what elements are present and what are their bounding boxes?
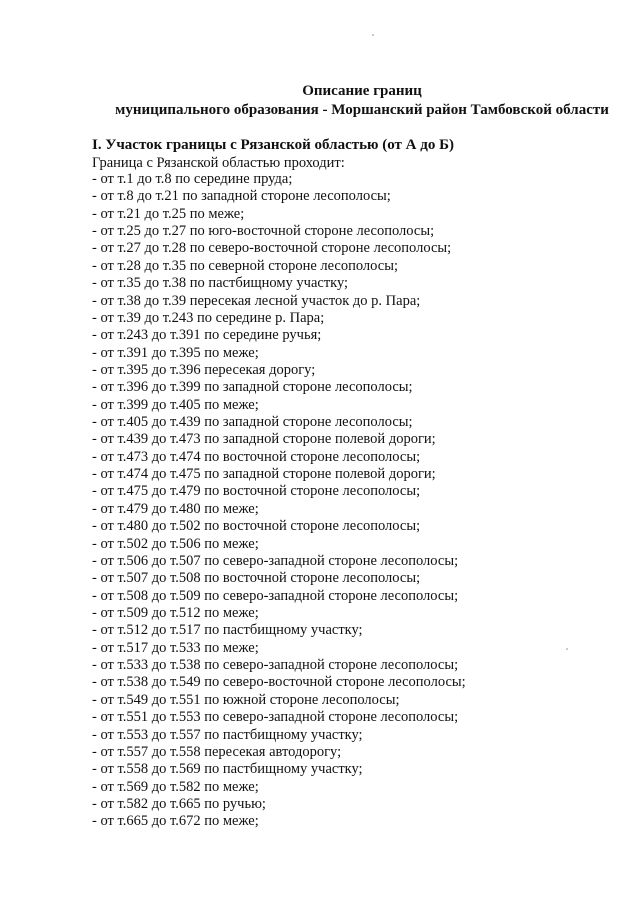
boundary-item: - от т.473 до т.474 по восточной стороне лесополосы;: [92, 448, 421, 465]
document-title: Описание границ: [302, 83, 422, 99]
boundary-item: - от т.558 до т.569 по пастбищному участку;: [92, 761, 363, 778]
boundary-item: - от т.506 до т.507 по северо-западной стороне лесополосы;: [92, 552, 459, 569]
boundary-item: - от т.502 до т.506 по меже;: [92, 535, 259, 552]
section-intro: Граница с Рязанской областью проходит:: [92, 155, 345, 171]
scan-speck: [566, 648, 568, 650]
boundary-item: - от т.39 до т.243 по середине р. Пара;: [92, 309, 325, 326]
boundary-item: - от т.243 до т.391 по середине ручья;: [92, 327, 322, 344]
boundary-item: - от т.551 до т.553 по северо-западной стороне лесополосы;: [92, 709, 459, 726]
boundary-item: - от т.549 до т.551 по южной стороне лесополосы;: [92, 691, 400, 708]
boundary-item: - от т.35 до т.38 по пастбищному участку;: [92, 275, 349, 292]
boundary-item: - от т.569 до т.582 по меже;: [92, 778, 259, 795]
boundary-item: - от т.1 до т.8 по середине пруда;: [92, 171, 293, 187]
boundary-item: - от т.21 до т.25 по меже;: [92, 205, 245, 222]
boundary-item: - от т.27 до т.28 по северо-восточной стороне лесополосы;: [92, 240, 452, 257]
boundary-item: - от т.25 до т.27 по юго-восточной стороне лесополосы;: [92, 223, 435, 240]
boundary-item: - от т.538 до т.549 по северо-восточной стороне лесополосы;: [92, 674, 466, 691]
boundary-item: - от т.479 до т.480 по меже;: [92, 500, 259, 517]
boundary-list: [92, 171, 466, 831]
boundary-item: - от т.509 до т.512 по меже;: [92, 604, 259, 621]
boundary-item: - от т.582 до т.665 по ручью;: [92, 795, 266, 812]
boundary-item: - от т.28 до т.35 по северной стороне лесополосы;: [92, 257, 398, 274]
boundary-item: - от т.395 до т.396 пересекая дорогу;: [92, 361, 316, 378]
boundary-item: - от т.517 до т.533 по меже;: [92, 639, 259, 656]
boundary-item: - от т.507 до т.508 по восточной стороне лесополосы;: [92, 570, 421, 587]
section-heading: I. Участок границы с Рязанской областью (от А до Б): [92, 137, 454, 153]
boundary-item: - от т.557 до т.558 пересекая автодорогу;: [92, 743, 342, 760]
boundary-item: - от т.38 до т.39 пересекая лесной участок до р. Пара;: [92, 292, 421, 309]
boundary-item: - от т.8 до т.21 по западной стороне лесополосы;: [92, 188, 391, 205]
boundary-item: - от т.665 до т.672 по меже;: [92, 813, 259, 830]
boundary-item: - от т.399 до т.405 по меже;: [92, 396, 259, 413]
boundary-item: - от т.405 до т.439 по западной стороне лесополосы;: [92, 414, 413, 431]
document-subtitle: муниципального образования - Моршанский район Тамбовской области: [115, 102, 609, 118]
boundary-item: - от т.396 до т.399 по западной стороне лесополосы;: [92, 379, 413, 396]
boundary-item: - от т.508 до т.509 по северо-западной стороне лесополосы;: [92, 587, 459, 604]
scan-speck: [372, 34, 374, 36]
boundary-item: - от т.480 до т.502 по восточной стороне лесополосы;: [92, 518, 421, 535]
boundary-item: - от т.391 до т.395 по меже;: [92, 344, 259, 361]
boundary-item: - от т.439 до т.473 по западной стороне полевой дороги;: [92, 431, 436, 448]
boundary-item: - от т.474 до т.475 по западной стороне полевой дороги;: [92, 466, 436, 483]
boundary-item: - от т.512 до т.517 по пастбищному участку;: [92, 622, 363, 639]
boundary-item: - от т.475 до т.479 по восточной стороне лесополосы;: [92, 483, 421, 500]
boundary-item: - от т.553 до т.557 по пастбищному участку;: [92, 726, 363, 743]
boundary-item: - от т.533 до т.538 по северо-западной стороне лесополосы;: [92, 657, 459, 674]
